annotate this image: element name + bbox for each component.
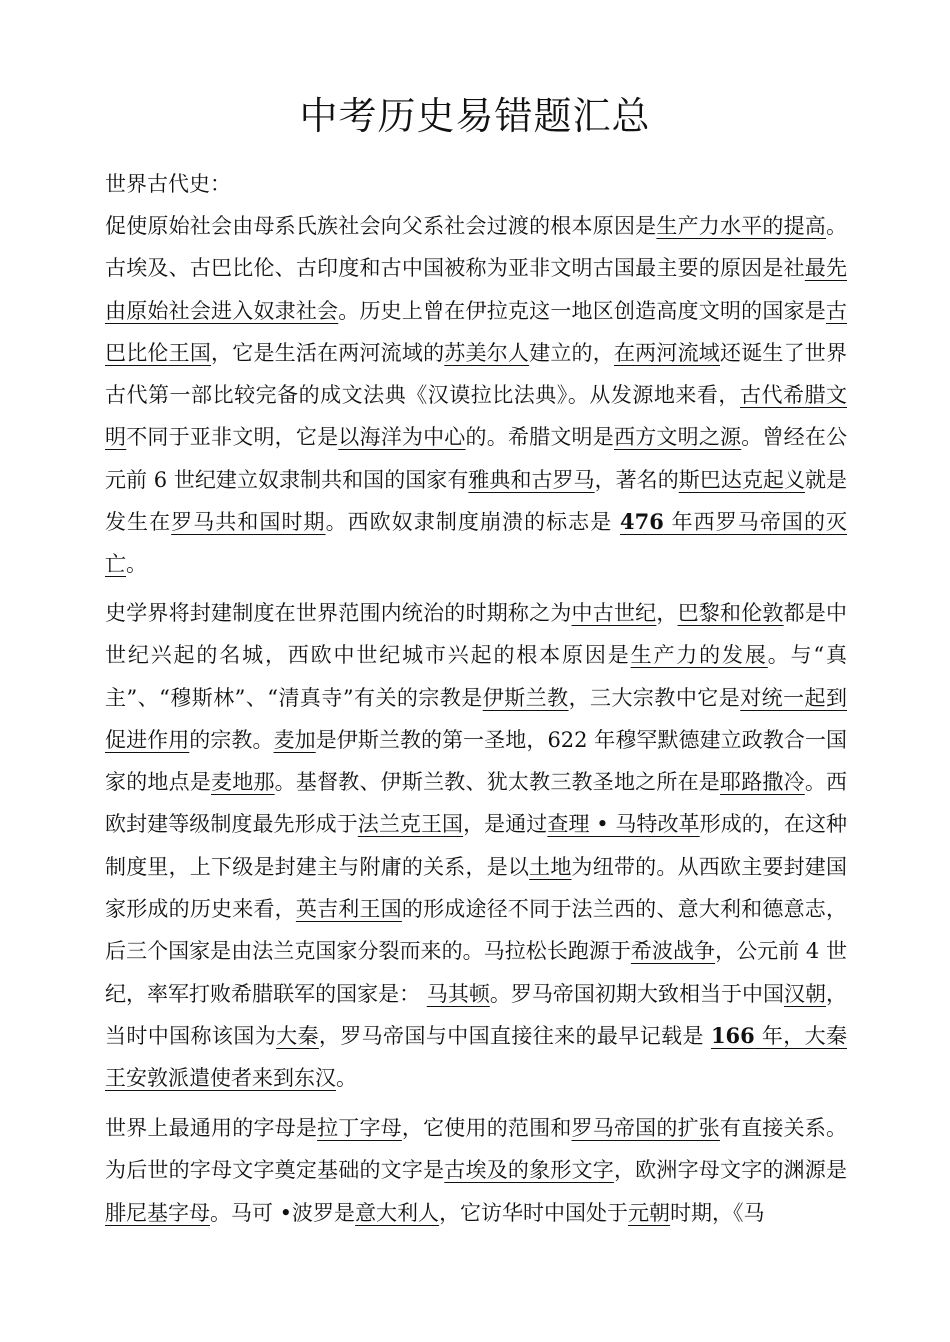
text-run: ，它是生活在两河流域的 bbox=[211, 340, 445, 365]
underlined-answer: 英吉利王国 bbox=[295, 897, 402, 922]
underlined-answer: 汉朝 bbox=[783, 981, 827, 1006]
underlined-answer: 以海洋为中心 bbox=[338, 425, 466, 450]
underlined-answer: 意大利人 bbox=[355, 1200, 440, 1225]
text-run: 。与“真主”、“穆斯林”、“清真寺”有关的宗教是 bbox=[105, 643, 847, 710]
underlined-answer: 中古世纪 bbox=[571, 601, 657, 625]
text-run: 建立的， bbox=[529, 340, 614, 365]
text-run: 就是发生在 bbox=[105, 467, 848, 535]
text-run: 。罗马帝国初期大致相当于中国 bbox=[489, 981, 784, 1006]
text-run: 。 bbox=[336, 1066, 357, 1091]
underlined-answer: 马其顿 bbox=[426, 981, 490, 1006]
text-run: ，它访华时中国处于 bbox=[439, 1200, 629, 1225]
text-run: ， bbox=[656, 601, 678, 625]
text-run: 是伊斯兰教的第一圣地，622 年穆罕默德建立政教合一国家的地点是 bbox=[105, 727, 848, 795]
document-title: 中考历史易错题汇总 bbox=[299, 94, 651, 138]
underlined-answer: 罗马帝国的扩张 bbox=[571, 1116, 720, 1140]
text-run: 史学界将封建制度在世界范围内统治的时期称之为 bbox=[105, 601, 572, 625]
underlined-answer: 古埃及的象形文字 bbox=[444, 1158, 614, 1183]
underlined-answer: 年，大秦王安敦派遣使者来到东汉 bbox=[105, 1023, 848, 1091]
text-run: 促使原始社会由母系氏族社会向父系社会过渡的根本原因是 bbox=[105, 214, 657, 238]
underlined-answer: 对统一起到促进作用 bbox=[105, 685, 847, 752]
text-run: ，三大宗教中它是 bbox=[568, 685, 741, 710]
underlined-answer: 麦地那 bbox=[211, 770, 275, 795]
text-run: ，是通过 bbox=[463, 812, 548, 837]
text-run: 时期，《马 bbox=[670, 1200, 765, 1225]
text-run: 。曾经在公元前 6 世纪建立奴隶制共和国的国家有 bbox=[105, 425, 848, 492]
text-run: 。马可 •波罗是 bbox=[210, 1200, 356, 1225]
underlined-answer: 查理 • 马特改革 bbox=[547, 812, 700, 837]
underlined-answer: 巴黎和伦敦 bbox=[677, 601, 784, 625]
underlined-answer: 苏美尔人 bbox=[444, 340, 530, 365]
underlined-answer: 斯巴达克起义 bbox=[678, 467, 805, 492]
underlined-answer: 古代希腊文明 bbox=[105, 383, 848, 450]
text-run: 有直接关系。为后世的字母文字奠定基础的文字是 bbox=[105, 1116, 848, 1183]
text-run: 还诞生了世界古代第一部比较完备的成文法典《汉谟拉比法典》。从发源地来看， bbox=[105, 340, 848, 408]
underlined-answer: 西方文明之源 bbox=[613, 425, 742, 450]
text-run: 形成的，在这种制度里，上下级是封建主与附庸的关系，是以 bbox=[105, 812, 848, 879]
underlined-answer: 年西罗马帝国的灭亡 bbox=[105, 510, 847, 577]
underlined-answer: 元朝 bbox=[628, 1200, 671, 1225]
text-run: ，罗马帝国与中国直接往来的最早记载是 bbox=[318, 1023, 711, 1048]
underlined-answer: 生产力的发展 bbox=[630, 643, 768, 668]
underlined-answer: 麦加 bbox=[273, 727, 316, 752]
underlined-answer: 耶路撒冷 bbox=[719, 770, 805, 795]
underlined-answer: 雅典和古罗马 bbox=[468, 467, 595, 492]
underlined-answer: 166 bbox=[710, 1022, 755, 1048]
underlined-answer: 476 bbox=[620, 509, 664, 535]
text-run: ，当时中国称该国为 bbox=[105, 981, 848, 1048]
text-run: 都是中世纪兴起的名城，西欧中世纪城市兴起的根本原因是 bbox=[105, 601, 848, 668]
text-run: 不同于亚非文明，它是 bbox=[126, 425, 339, 450]
text-run: ，著名的 bbox=[594, 467, 679, 492]
text-run: 。古埃及、古巴比伦、古印度和古中国被称为亚非文明古国最主要的原因是社 bbox=[105, 214, 848, 281]
text-run: 。历史上曾在伊拉克这一地区创造高度文明的国家是 bbox=[338, 298, 826, 323]
text-run: 的。希腊文明是 bbox=[465, 425, 614, 450]
underlined-answer: 土地 bbox=[529, 854, 572, 879]
text-run: 。西欧奴隶制度崩溃的标志是 bbox=[325, 510, 621, 535]
underlined-answer: 拉丁字母 bbox=[317, 1116, 402, 1140]
underlined-answer: 在两河流域 bbox=[613, 340, 720, 365]
underlined-answer: 生产力水平的提高 bbox=[656, 214, 827, 238]
text-run: 为纽带的。从西欧主要封建国家形成的历史来看， bbox=[105, 854, 848, 922]
underlined-answer: 希波战争 bbox=[630, 939, 716, 964]
underlined-answer: 大秦 bbox=[276, 1023, 319, 1048]
paragraph-2 bbox=[105, 592, 847, 1100]
text-run: 的形成途径不同于法兰西的、意大利和德意志，后三个国家是由法兰克国家分裂而来的。马拉松长跑源于 bbox=[105, 897, 848, 964]
underlined-answer: 古巴比伦王国 bbox=[105, 298, 847, 365]
underlined-answer: 伊斯兰教 bbox=[482, 685, 569, 710]
underlined-answer: 法兰克王国 bbox=[357, 812, 464, 837]
underlined-answer: 最先由原始社会进入奴隶社会 bbox=[105, 256, 848, 323]
text-run: ，它使用的范围和 bbox=[401, 1116, 572, 1140]
section-label: 世界古代史： bbox=[105, 172, 231, 196]
text-run: ，欧洲字母文字的渊源是 bbox=[613, 1158, 848, 1183]
text-run: 世界上最通用的字母是 bbox=[105, 1116, 318, 1140]
text-run: 。西欧封建等级制度最先形成于 bbox=[105, 770, 848, 837]
text-run: 。基督教、伊斯兰教、犹太教三教圣地之所在是 bbox=[274, 770, 720, 795]
paragraph-1 bbox=[105, 205, 847, 586]
paragraph-3 bbox=[105, 1107, 847, 1234]
text-run: 。 bbox=[126, 552, 147, 577]
text-run: ，公元前 4 世纪，率军打败希腊联军的国家是： bbox=[105, 939, 848, 1006]
text-run: 的宗教。 bbox=[189, 727, 274, 752]
underlined-answer: 罗马共和国时期 bbox=[171, 510, 326, 535]
underlined-answer: 腓尼基字母 bbox=[105, 1200, 210, 1225]
